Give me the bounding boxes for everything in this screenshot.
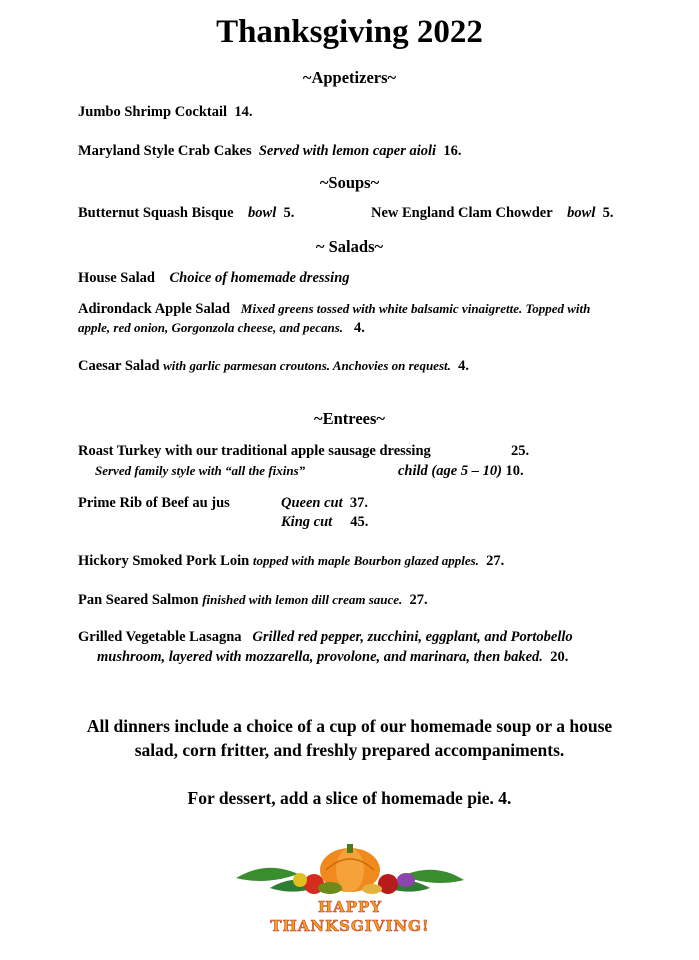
item-description: Mixed greens tossed with white balsamic vinaigrette. Topped with: [240, 301, 591, 316]
child-label: child (age 5 – 10): [398, 463, 502, 479]
prime-rib-king: [281, 514, 368, 531]
item-description: finished with lemon dill cream sauce.: [202, 592, 403, 607]
item-name: Jumbo Shrimp Cocktail: [78, 104, 228, 120]
menu-item-prime-rib: Prime Rib of Beef au jus: [78, 495, 230, 511]
appetizers-heading: ~Appetizers~: [302, 68, 397, 87]
logo-text-thanksgiving: THANKSGIVING!: [270, 917, 430, 935]
item-price: 4.: [353, 320, 365, 336]
turkey-description: [95, 463, 305, 480]
menu-item-bisque: [78, 205, 294, 222]
item-description: Choice of homemade dressing: [169, 270, 350, 286]
item-price: 20.: [550, 649, 569, 665]
item-name: New England Clam Chowder: [371, 205, 553, 221]
cut-price: 45.: [350, 514, 369, 530]
menu-item-shrimp: [78, 104, 252, 121]
menu-item-apple-salad-cont: [78, 320, 365, 337]
item-size: bowl: [248, 205, 277, 221]
item-name: House Salad: [78, 270, 155, 286]
item-size: bowl: [567, 205, 596, 221]
menu-item-lasagna-cont: [97, 649, 568, 666]
menu-item-chowder: [371, 205, 614, 222]
item-description: mushroom, layered with mozzarella, provolone, and marinara, then baked.: [97, 649, 543, 665]
item-name: Grilled Vegetable Lasagna: [78, 629, 242, 645]
item-price: 16.: [443, 143, 462, 159]
menu-item-house-salad: [78, 270, 350, 287]
prime-rib-queen: [281, 495, 368, 512]
menu-item-salmon: [78, 592, 428, 609]
item-price: 5.: [602, 205, 614, 221]
turkey-price: 25.: [511, 443, 530, 459]
footer-note-line-1: All dinners include a choice of a cup of our homemade soup or a house: [86, 716, 613, 736]
child-price: 10.: [505, 463, 524, 479]
menu-item-crab-cakes: [78, 143, 461, 160]
soups-heading: ~Soups~: [319, 173, 380, 192]
cut-label: Queen cut: [281, 495, 343, 511]
item-name: Adirondack Apple Salad: [78, 301, 231, 317]
item-description: Grilled red pepper, zucchini, eggplant, and Portobello: [252, 629, 573, 645]
item-price: 4.: [458, 358, 469, 374]
item-name: Maryland Style Crab Cakes: [78, 143, 252, 159]
cut-label: King cut: [281, 514, 333, 530]
item-price: 27.: [486, 553, 505, 569]
turkey-child-price: [398, 463, 524, 480]
dessert-note: For dessert, add a slice of homemade pie. 4.: [187, 788, 512, 808]
item-description: topped with maple Bourbon glazed apples.: [252, 553, 479, 568]
item-description: Served with lemon caper aioli: [258, 143, 437, 159]
item-name: Hickory Smoked Pork Loin: [78, 553, 250, 569]
menu-item-apple-salad: [78, 301, 590, 318]
salads-heading: ~ Salads~: [315, 237, 384, 256]
cut-price: 37.: [349, 495, 368, 511]
item-description: with garlic parmesan croutons. Anchovies on request.: [163, 358, 451, 373]
logo-text-happy: HAPPY: [317, 898, 383, 916]
menu-item-turkey: Roast Turkey with our traditional apple sausage dressing: [78, 443, 431, 459]
entrees-heading: ~Entrees~: [314, 409, 385, 428]
menu-title: Thanksgiving 2022: [216, 14, 483, 50]
item-price: 14.: [234, 104, 253, 120]
item-price: 5.: [283, 205, 295, 221]
item-name: Butternut Squash Bisque: [78, 205, 234, 221]
item-price: 27.: [409, 592, 428, 608]
item-description: apple, red onion, Gorgonzola cheese, and pecans.: [78, 320, 344, 335]
item-name: Caesar Salad: [78, 358, 160, 374]
menu-item-pork-loin: [78, 553, 504, 570]
menu-item-lasagna: [78, 629, 573, 646]
menu-item-caesar: [78, 358, 469, 375]
happy-thanksgiving-logo: [230, 840, 470, 940]
footer-note-line-2: salad, corn fritter, and freshly prepared accompaniments.: [134, 740, 565, 760]
item-name: Pan Seared Salmon: [78, 592, 199, 608]
item-description: Served family style with “all the fixins”: [95, 463, 306, 478]
